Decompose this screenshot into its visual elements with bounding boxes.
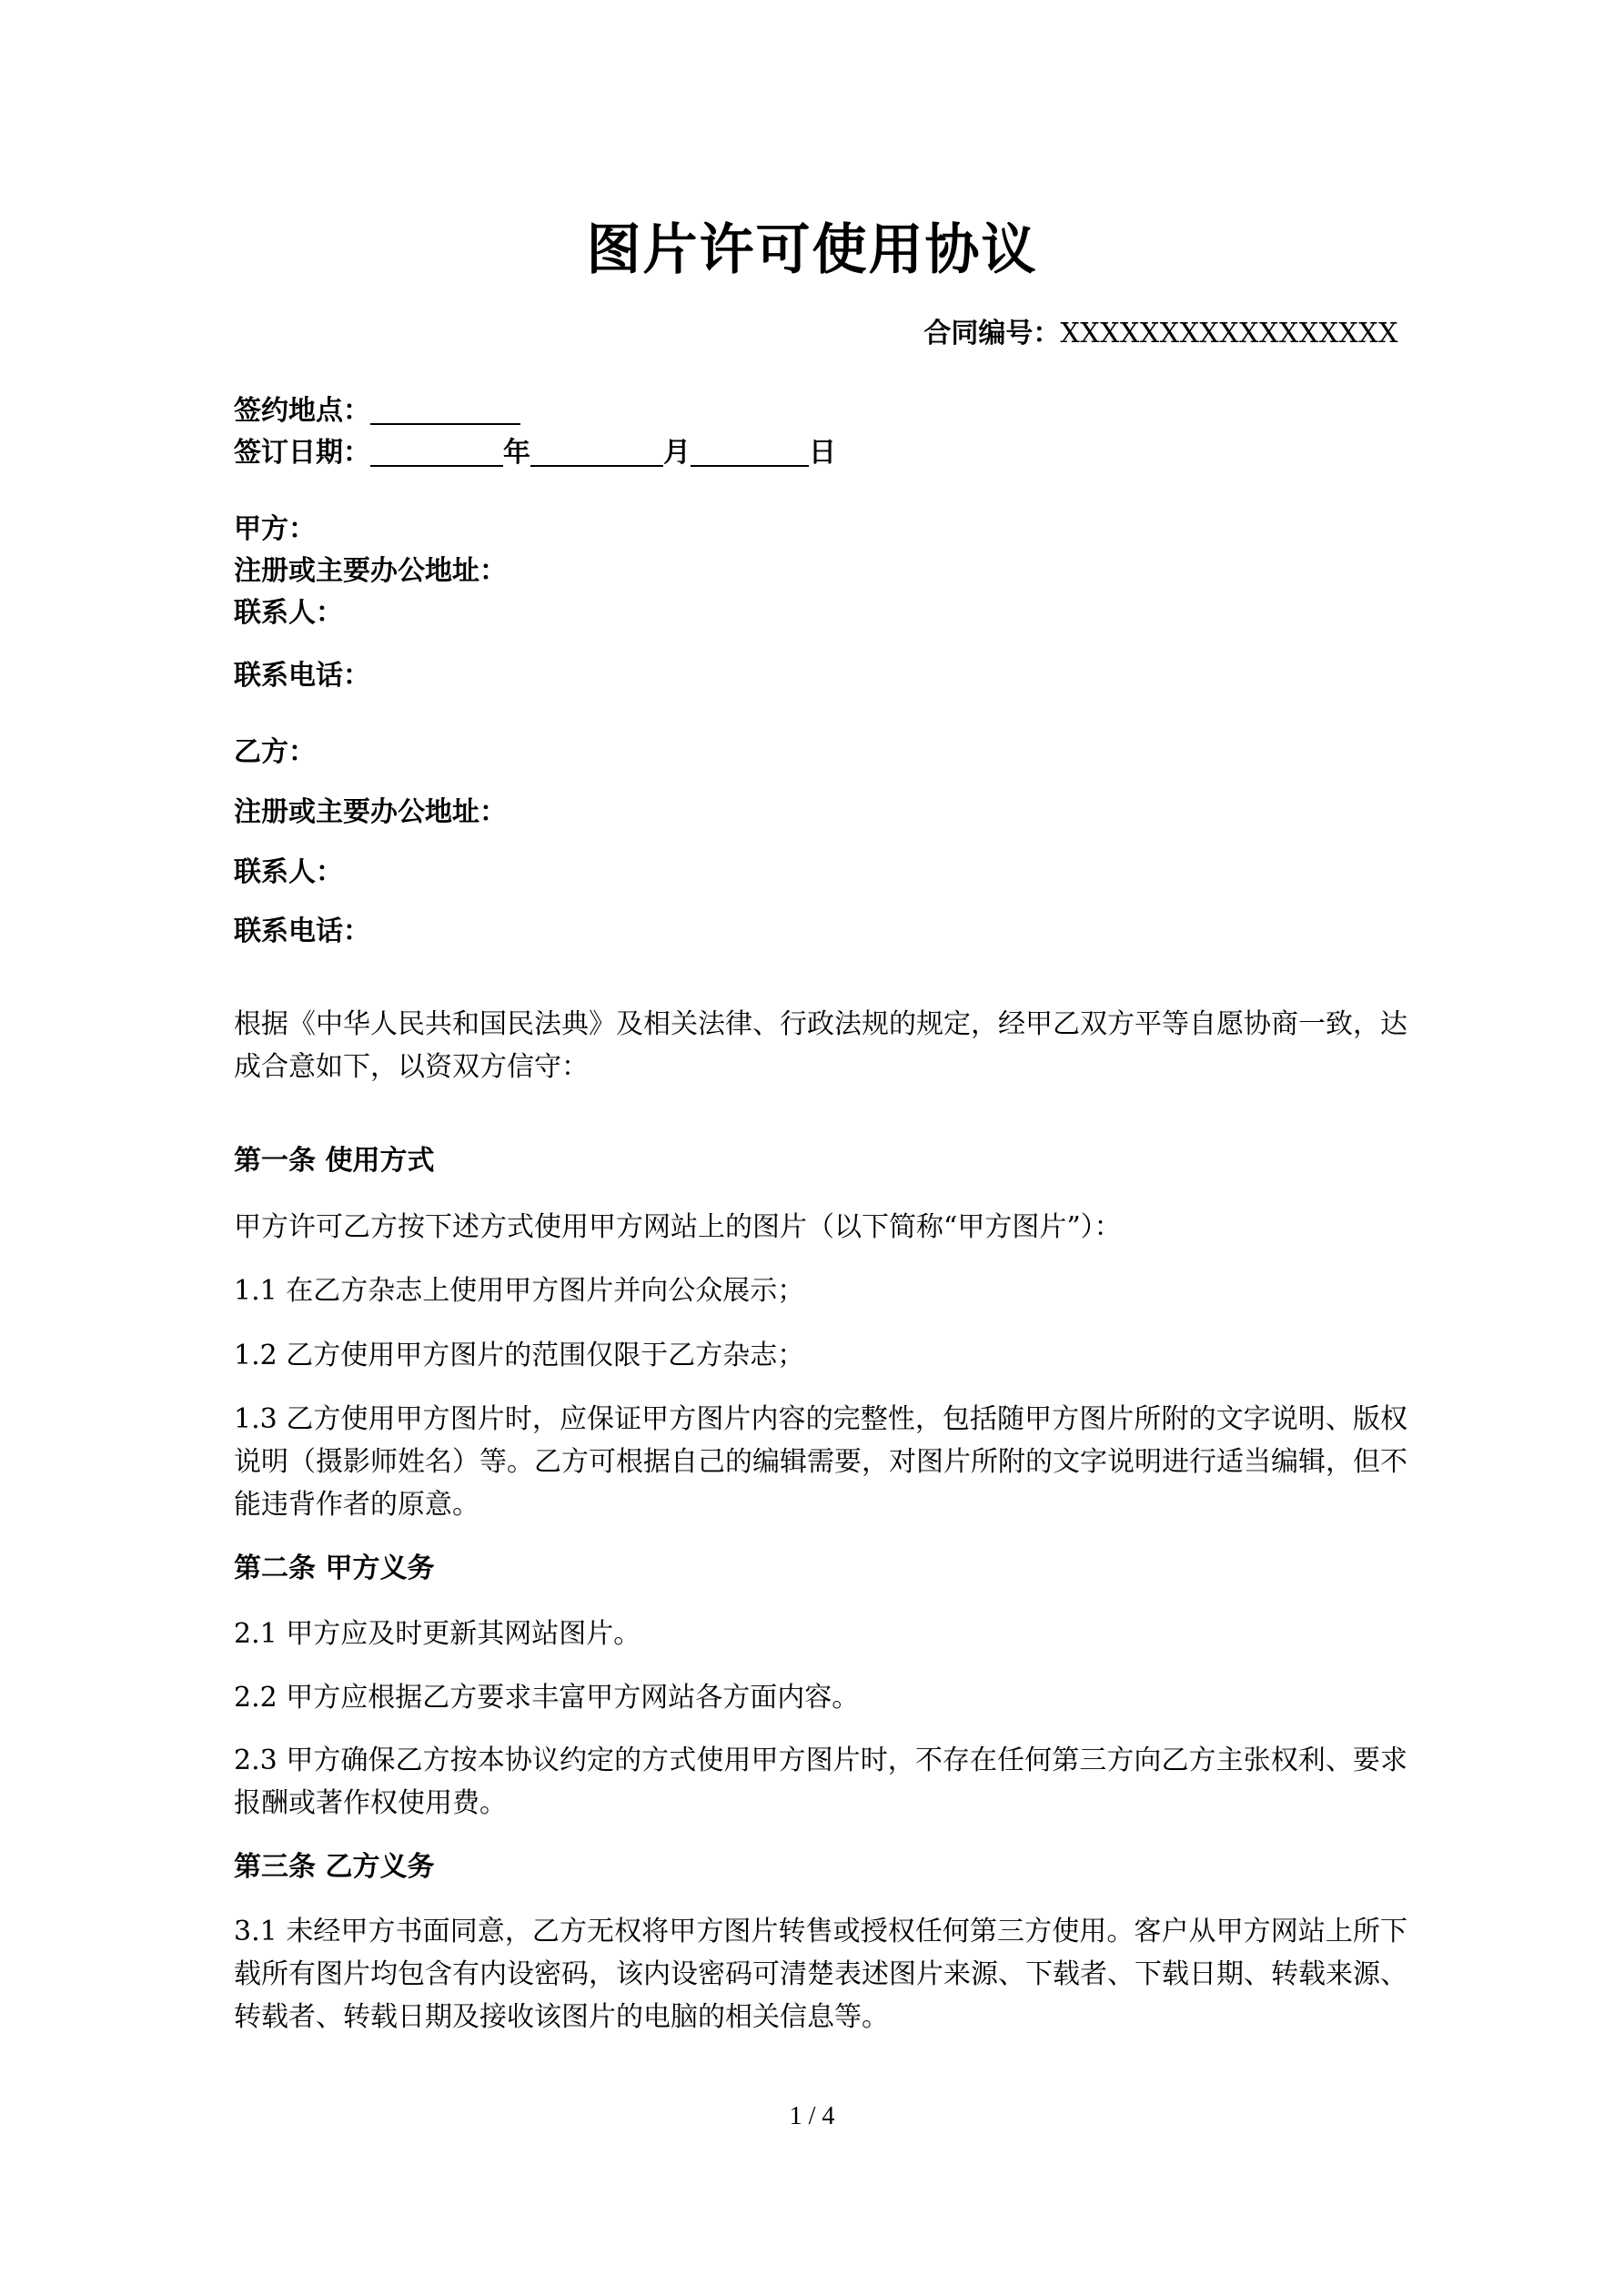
party-b-contact: 联系人：	[234, 856, 343, 888]
signing-place-label: 签约地点：	[234, 395, 370, 427]
clause-3-1: 3.1 未经甲方书面同意，乙方无权将甲方图片转售或授权任何第三方使用。客户从甲方网站上所下载所有图片均包含有内设密码，该内设密码可清楚表述图片来源、下载者、下载日期、转载来源、转载者、转载日期及接收该图片的电脑的相关信息等。	[234, 1916, 1407, 2033]
page-number: 1 / 4	[789, 2102, 835, 2130]
article-2-heading: 第二条 甲方义务	[234, 1553, 435, 1584]
party-b-address: 注册或主要办公地址：	[234, 796, 507, 828]
day-blank	[691, 434, 809, 467]
signing-place-blank	[370, 392, 520, 425]
month-label: 月	[663, 437, 691, 469]
party-a-contact: 联系人：	[234, 597, 343, 629]
signing-place	[234, 390, 1407, 432]
contract-number-label: 合同编号：	[923, 318, 1061, 349]
signing-date	[234, 432, 1407, 474]
clause-2-3: 2.3 甲方确保乙方按本协议约定的方式使用甲方图片时，不存在任何第三方向乙方主张权利、要求报酬或著作权使用费。	[234, 1745, 1407, 1819]
preamble: 根据《中华人民共和国民法典》及相关法律、行政法规的规定，经甲乙双方平等自愿协商一致，达成合意如下，以资双方信守：	[234, 1008, 1407, 1083]
document-title: 图片许可使用协议	[586, 218, 1038, 282]
clause-1-3: 1.3 乙方使用甲方图片时，应保证甲方图片内容的完整性，包括随甲方图片所附的文字说明、版权说明（摄影师姓名）等。乙方可根据自己的编辑需要，对图片所附的文字说明进行适当编辑，但不能违背作者的原意。	[234, 1403, 1407, 1521]
party-a-phone: 联系电话：	[234, 660, 370, 692]
clause-2-2: 2.2 甲方应根据乙方要求丰富甲方网站各方面内容。	[234, 1682, 860, 1714]
month-blank	[530, 434, 663, 467]
party-a-label: 甲方：	[234, 513, 316, 545]
contract-number-value: XXXXXXXXXXXXXXXXX	[1060, 318, 1398, 349]
article-1-heading: 第一条 使用方式	[234, 1145, 435, 1177]
contract-number	[923, 314, 1398, 354]
year-label: 年	[503, 437, 530, 469]
day-label: 日	[809, 437, 836, 469]
signing-date-label: 签订日期：	[234, 437, 370, 469]
article-1-intro: 甲方许可乙方按下述方式使用甲方网站上的图片（以下简称“甲方图片”）：	[234, 1211, 1122, 1243]
party-b-label: 乙方：	[234, 736, 316, 768]
party-a-address: 注册或主要办公地址：	[234, 555, 507, 587]
clause-1-2: 1.2 乙方使用甲方图片的范围仅限于乙方杂志；	[234, 1340, 805, 1371]
party-b-phone: 联系电话：	[234, 915, 370, 947]
clause-1-1: 1.1 在乙方杂志上使用甲方图片并向公众展示；	[234, 1275, 805, 1307]
year-blank	[370, 434, 503, 467]
clause-2-1: 2.1 甲方应及时更新其网站图片。	[234, 1618, 641, 1650]
article-3-heading: 第三条 乙方义务	[234, 1851, 435, 1883]
